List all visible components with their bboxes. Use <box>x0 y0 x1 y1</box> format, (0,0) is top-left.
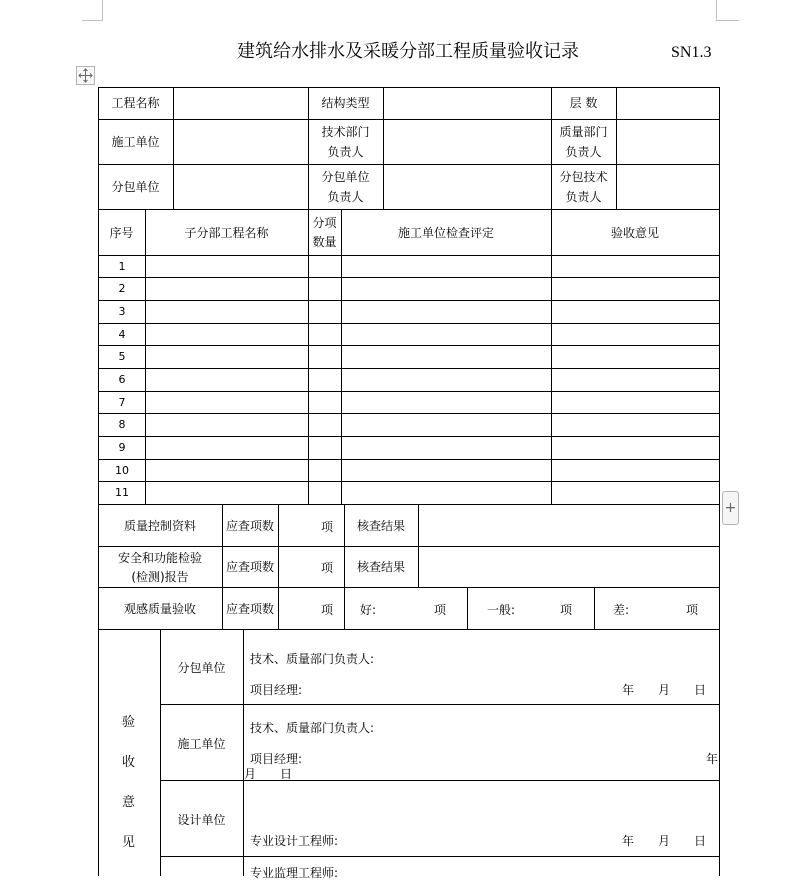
floors-label: 层 数 <box>569 96 598 110</box>
contractor-field[interactable] <box>174 120 308 164</box>
month-label: 月 <box>658 834 671 848</box>
acceptance-label-char: 见 <box>122 835 136 850</box>
should-items-label: 应查项数 <box>225 602 274 616</box>
row-number: 3 <box>118 305 126 318</box>
tech-dept-head-label-1: 技术部门 <box>321 125 370 139</box>
project-name-label: 工程名称 <box>111 96 160 110</box>
tech-dept-head-label-2: 负责人 <box>327 145 364 159</box>
day-label: 日 <box>694 683 707 697</box>
should-items-label: 应查项数 <box>225 560 274 574</box>
check-result-label: 核查结果 <box>356 519 405 533</box>
tech-quality-head-label: 技术、质量部门负责人: <box>250 721 375 735</box>
poor-label: 差: <box>613 603 630 617</box>
supervision-engineer-label: 专业监理工程师: <box>250 866 339 880</box>
floors-field[interactable] <box>617 88 719 119</box>
row-number: 6 <box>118 373 126 386</box>
row-number: 5 <box>118 350 126 363</box>
acceptance-label-char: 意 <box>122 795 136 810</box>
item-unit: 项 <box>560 603 573 617</box>
item-unit: 项 <box>434 603 447 617</box>
row-number: 9 <box>118 441 126 454</box>
row-number: 1 <box>118 260 126 273</box>
col-opinion-header: 验收意见 <box>610 226 659 240</box>
plus-icon: + <box>724 500 737 516</box>
sub-unit-head-label-1: 分包单位 <box>321 170 370 184</box>
subcontractor-field[interactable] <box>174 165 308 209</box>
project-manager-label: 项目经理: <box>250 752 303 766</box>
page-title: 建筑给水排水及采暖分部工程质量验收记录 <box>237 41 579 62</box>
row-number: 8 <box>118 418 126 431</box>
sub-tech-head-label-1: 分包技术 <box>559 170 608 184</box>
move-icon <box>77 67 94 84</box>
acceptance-constr-unit-label: 施工单位 <box>177 737 226 751</box>
form-code: SN1.3 <box>671 44 712 61</box>
structure-type-field[interactable] <box>384 88 551 119</box>
year-label: 年 <box>706 752 719 766</box>
page-corner-mark-left <box>82 0 103 21</box>
day-label: 日 <box>694 834 707 848</box>
row-number: 11 <box>115 486 129 499</box>
row-number: 4 <box>118 328 126 341</box>
row-number: 2 <box>118 282 126 295</box>
year-label: 年 <box>622 834 635 848</box>
row-number: 7 <box>118 396 126 409</box>
safety-test-label-2: (检测)报告 <box>131 570 189 584</box>
acceptance-sub-unit-label: 分包单位 <box>177 661 226 675</box>
safety-test-label-1: 安全和功能检验 <box>117 551 202 565</box>
project-manager-label: 项目经理: <box>250 683 303 697</box>
day-label: 日 <box>280 767 293 781</box>
sub-tech-head-field[interactable] <box>617 165 719 209</box>
col-name-header: 子分部工程名称 <box>184 226 269 240</box>
tech-quality-head-label: 技术、质量部门负责人: <box>250 652 375 666</box>
sub-unit-head-field[interactable] <box>384 165 551 209</box>
good-label: 好: <box>360 603 377 617</box>
quality-dept-head-label-1: 质量部门 <box>559 125 608 139</box>
visual-label: 观感质量验收 <box>123 602 196 616</box>
page-corner-mark-right <box>716 0 739 21</box>
design-engineer-label: 专业设计工程师: <box>250 834 339 848</box>
item-unit: 项 <box>321 561 334 575</box>
project-name-field[interactable] <box>174 88 308 119</box>
safety-test-result-field[interactable] <box>419 547 719 587</box>
quality-dept-head-label-2: 负责人 <box>565 145 602 159</box>
general-label: 一般: <box>487 603 516 617</box>
quality-docs-result-field[interactable] <box>419 505 719 546</box>
col-count-header-2: 数量 <box>312 235 337 249</box>
contractor-label: 施工单位 <box>111 135 160 149</box>
item-unit: 项 <box>321 520 334 534</box>
col-seq-header: 序号 <box>109 226 134 240</box>
structure-type-label: 结构类型 <box>321 96 370 110</box>
should-items-label: 应查项数 <box>225 519 274 533</box>
acceptance-design-unit-label: 设计单位 <box>177 813 226 827</box>
row-number: 10 <box>115 464 129 477</box>
tech-dept-head-field[interactable] <box>384 120 551 164</box>
year-label: 年 <box>622 683 635 697</box>
add-row-button[interactable] <box>722 491 739 525</box>
col-check-header: 施工单位检查评定 <box>397 226 494 240</box>
subcontractor-label: 分包单位 <box>111 180 160 194</box>
check-result-label: 核查结果 <box>356 560 405 574</box>
quality-dept-head-field[interactable] <box>617 120 719 164</box>
acceptance-label-char: 收 <box>122 755 136 770</box>
item-unit: 项 <box>686 603 699 617</box>
sub-tech-head-label-2: 负责人 <box>565 190 602 204</box>
col-count-header-1: 分项 <box>312 216 337 230</box>
sub-unit-head-label-2: 负责人 <box>327 190 364 204</box>
month-label: 月 <box>244 767 257 781</box>
table-move-handle[interactable] <box>76 66 95 85</box>
quality-docs-label: 质量控制资料 <box>123 519 196 533</box>
item-unit: 项 <box>321 603 334 617</box>
month-label: 月 <box>658 683 671 697</box>
acceptance-label-char: 验 <box>122 715 136 730</box>
